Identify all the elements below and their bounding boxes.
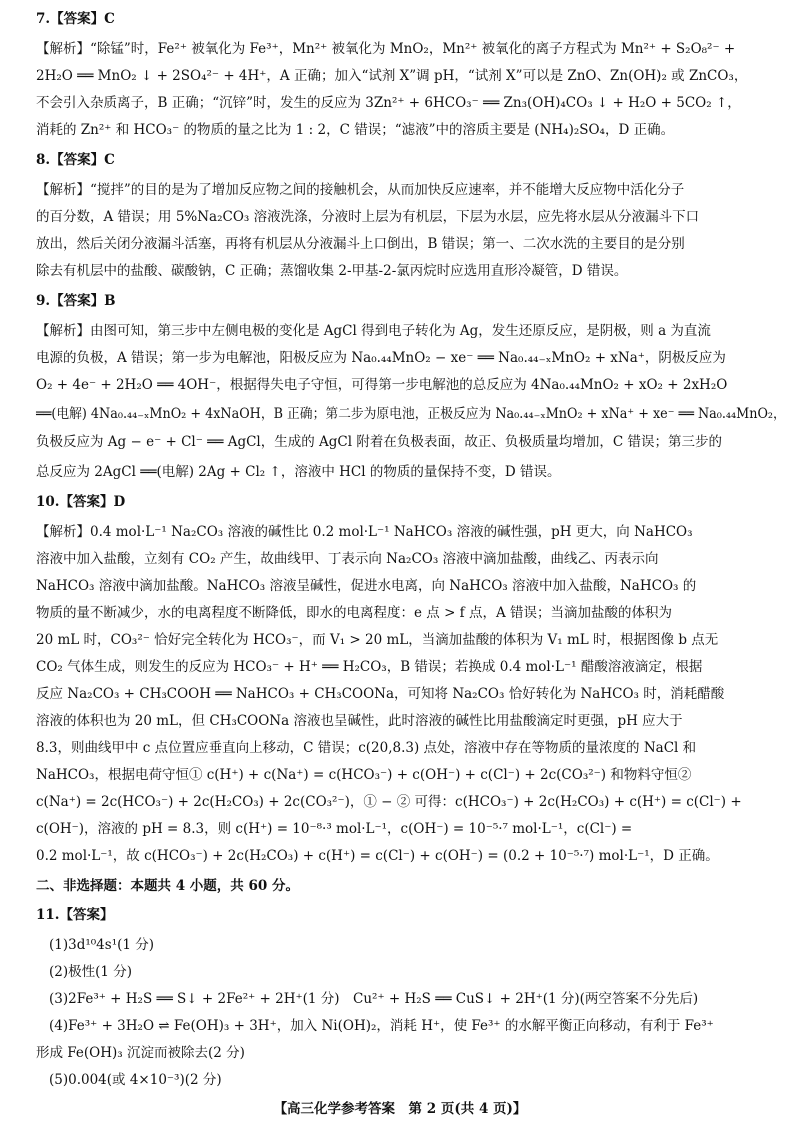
text-line: (3)2Fe³⁺ + H₂S ══ S↓ + 2Fe²⁺ + 2H⁺(1 分) Cu²⁺ + H₂S ══ CuS↓ + 2H⁺(1 分)(两空答案不分先后)	[49, 991, 699, 1007]
text-line: c(OH⁻)，溶液的 pH = 8.3，则 c(H⁺) = 10⁻⁸·³ mol·L⁻¹，c(OH⁻) = 10⁻⁵·⁷ mol·L⁻¹，c(Cl⁻) =	[36, 821, 633, 837]
section-heading: 7.【答案】C	[36, 11, 115, 27]
text-line: 放出，然后关闭分液漏斗活塞，再将有机层从分液漏斗上口倒出，B 错误；第一、二次水洗的主要目的是分别	[36, 236, 685, 252]
text-line: 【解析】由图可知，第三步中左侧电极的变化是 AgCl 得到电子转化为 Ag，发生还原反应，是阴极，则 a 为直流	[36, 323, 711, 339]
text-line: 物质的量不断减少，水的电离程度不断降低，即水的电离程度：e 点 > f 点，A 错误；当滴加盐酸的体积为	[36, 605, 673, 621]
text-line: 【解析】“除锰”时，Fe²⁺ 被氧化为 Fe³⁺，Mn²⁺ 被氧化为 MnO₂，Mn²⁺ 被氧化的离子方程式为 Mn²⁺ + S₂O₈²⁻ +	[36, 41, 736, 57]
text-line: (1)3d¹⁰4s¹(1 分)	[49, 937, 155, 953]
text-line: 电源的负极，A 错误；第一步为电解池，阳极反应为 Na₀.₄₄MnO₂ − xe⁻ ══ Na₀.₄₄₋ₓMnO₂ + xNa⁺，阴极反应为	[36, 350, 726, 366]
text-line: 除去有机层中的盐酸、碳酸钠，C 正确；蒸馏收集 2-甲基-2-氯丙烷时应选用直形冷凝管，D 错误。	[36, 263, 628, 279]
page-footer: 【高三化学参考答案 第 2 页(共 4 页)】	[273, 1101, 527, 1117]
text-line: 【解析】0.4 mol·L⁻¹ Na₂CO₃ 溶液的碱性比 0.2 mol·L⁻¹ NaHCO₃ 溶液的碱性强，pH 更大，向 NaHCO₃	[36, 524, 693, 540]
text-line: O₂ + 4e⁻ + 2H₂O ══ 4OH⁻，根据得失电子守恒，可得第一步电解池的总反应为 4Na₀.₄₄MnO₂ + xO₂ + 2xH₂O	[36, 377, 728, 393]
section-heading: 9.【答案】B	[36, 293, 116, 309]
text-line: NaHCO₃ 溶液中滴加盐酸。NaHCO₃ 溶液呈碱性，促进水电离，向 NaHCO₃ 溶液中加入盐酸，NaHCO₃ 的	[36, 578, 697, 594]
text-line: 0.2 mol·L⁻¹，故 c(HCO₃⁻) + 2c(H₂CO₃) + c(H⁺) = c(Cl⁻) + c(OH⁻) = (0.2 + 10⁻⁵·⁷) mol·L⁻¹，D 正确。	[36, 848, 719, 864]
text-line: 溶液的体积也为 20 mL，但 CH₃COONa 溶液也呈碱性，此时溶液的碱性比用盐酸滴定时更强，pH 应大于	[36, 713, 683, 729]
text-line: (5)0.004(或 4×10⁻³)(2 分)	[49, 1072, 222, 1088]
text-line: ══(电解) 4Na₀.₄₄₋ₓMnO₂ + 4xNaOH，B 正确；第二步为原电池，正极反应为 Na₀.₄₄₋ₓMnO₂ + xNa⁺ + xe⁻ ══ Na₀.₄₄MnO₂，	[36, 406, 786, 422]
text-line: (2)极性(1 分)	[49, 964, 133, 980]
text-line: 形成 Fe(OH)₃ 沉淀而被除去(2 分)	[36, 1045, 245, 1061]
text-line: 8.3，则曲线甲中 c 点位置应垂直向上移动，C 错误；c(20,8.3) 点处，溶液中存在等物质的量浓度的 NaCl 和	[36, 740, 697, 756]
text-line: 【解析】“搅拌”的目的是为了增加反应物之间的接触机会，从而加快反应速率，并不能增大反应物中活化分子	[36, 182, 685, 198]
text-line: 20 mL 时，CO₃²⁻ 恰好完全转化为 HCO₃⁻，而 V₁ > 20 mL，当滴加盐酸的体积为 V₁ mL 时，根据图像 b 点无	[36, 632, 719, 648]
text-line: 总反应为 2AgCl ══(电解) 2Ag + Cl₂ ↑，溶液中 HCl 的物质的量保持不变，D 错误。	[36, 464, 561, 480]
text-line: 2H₂O ══ MnO₂ ↓ + 2SO₄²⁻ + 4H⁺，A 正确；加入“试剂 X”调 pH，“试剂 X”可以是 ZnO、Zn(OH)₂ 或 ZnCO₃，	[36, 68, 748, 84]
section-heading: 10.【答案】D	[36, 494, 126, 510]
section-heading: 11.【答案】	[36, 907, 114, 923]
section-heading: 8.【答案】C	[36, 152, 115, 168]
text-line: 负极反应为 Ag − e⁻ + Cl⁻ ══ AgCl，生成的 AgCl 附着在负极表面，故正、负极质量均增加，C 错误；第三步的	[36, 434, 722, 450]
text-line: 的百分数，A 错误；用 5%Na₂CO₃ 溶液洗涤，分液时上层为有机层，下层为水层，应先将水层从分液漏斗下口	[36, 209, 700, 225]
section-heading: 二、非选择题：本题共 4 小题，共 60 分。	[36, 878, 299, 894]
text-line: NaHCO₃，根据电荷守恒① c(H⁺) + c(Na⁺) = c(HCO₃⁻) + c(OH⁻) + c(Cl⁻) + 2c(CO₃²⁻) 和物料守恒②	[36, 767, 692, 783]
text-line: (4)Fe³⁺ + 3H₂O ⇌ Fe(OH)₃ + 3H⁺，加入 Ni(OH)₂，消耗 H⁺，使 Fe³⁺ 的水解平衡正向移动，有利于 Fe³⁺	[49, 1018, 714, 1034]
text-line: c(Na⁺) = 2c(HCO₃⁻) + 2c(H₂CO₃) + 2c(CO₃²⁻)，① − ② 可得：c(HCO₃⁻) + 2c(H₂CO₃) + c(H⁺) = c(Cl⁻) +	[36, 794, 742, 810]
text-line: 溶液中加入盐酸，立刻有 CO₂ 产生，故曲线甲、丁表示向 Na₂CO₃ 溶液中滴加盐酸，曲线乙、丙表示向	[36, 551, 659, 567]
text-line: CO₂ 气体生成，则发生的反应为 HCO₃⁻ + H⁺ ══ H₂CO₃，B 错误；若换成 0.4 mol·L⁻¹ 醋酸溶液滴定，根据	[36, 659, 703, 675]
text-line: 消耗的 Zn²⁺ 和 HCO₃⁻ 的物质的量之比为 1 : 2，C 错误；“滤液”中的溶质主要是 (NH₄)₂SO₄，D 正确。	[36, 122, 675, 138]
text-line: 反应 Na₂CO₃ + CH₃COOH ══ NaHCO₃ + CH₃COONa，可知将 Na₂CO₃ 恰好转化为 NaHCO₃ 时，消耗醋酸	[36, 686, 725, 702]
text-line: 不会引入杂质离子，B 正确；“沉锌”时，发生的反应为 3Zn²⁺ + 6HCO₃⁻ ══ Zn₃(OH)₄CO₃ ↓ + H₂O + 5CO₂ ↑，	[36, 95, 741, 111]
